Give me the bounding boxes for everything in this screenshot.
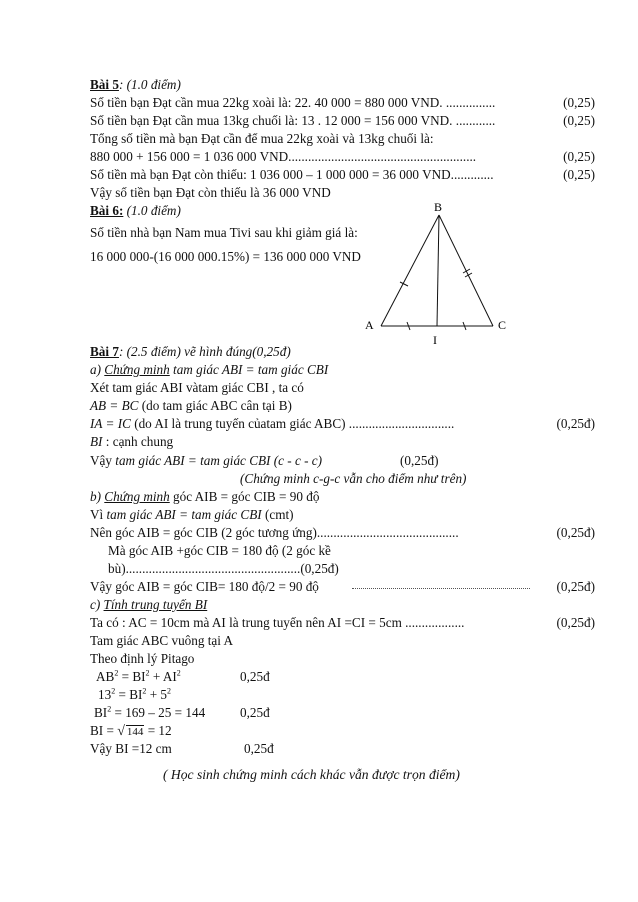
bai6-points: (1.0 điểm) (123, 203, 181, 218)
bai7-c-line-1 (90, 614, 595, 632)
bai7-c-line-3: Theo định lý Pitago (90, 651, 195, 666)
bai5-line-5 (90, 166, 595, 184)
bai7-a-prefix: a) (90, 362, 105, 377)
bai7-b-line-5 (90, 578, 595, 596)
bai7-a-rest: tam giác ABI = tam giác CBI (169, 362, 329, 377)
c7-prefix: BI = (90, 723, 118, 738)
footer-note: ( Học sinh chứng minh cách khác vẫn được trọn điểm) (163, 767, 460, 782)
c5-5: + 5 (146, 687, 168, 702)
c4-sup-3: 2 (176, 668, 181, 678)
bai7-b-underlined: Chứng minh (104, 489, 170, 504)
sqrt-symbol: √ (117, 724, 125, 739)
c6-sup: 2 (107, 704, 112, 714)
bai7-title: Bài 7 (90, 344, 119, 359)
bai7-b-line-5-score: (0,25đ) (556, 579, 595, 594)
label-a: A (365, 318, 374, 332)
bai7-a-line-2-math: AB = BC (90, 398, 139, 413)
bai5-line-6: Vậy số tiền bạn Đạt còn thiếu là 36 000 VND (90, 185, 331, 200)
bai7-b-line-2-score: (0,25đ) (556, 525, 595, 540)
c4-ab: AB (96, 669, 115, 684)
bai5-line-2-score: (0,25) (563, 113, 595, 128)
c6-bi: BI (94, 705, 108, 720)
bai7-a-line-5-math: tam giác ABI = tam giác CBI (c - c - c) (115, 453, 323, 468)
bai7-b-line-2 (90, 524, 595, 542)
segment-bc (439, 215, 493, 326)
bai7-b-heading (90, 488, 319, 506)
bai5-points: : (1.0 điểm) (118, 77, 181, 92)
bai7-a-line-3-score: (0,25đ) (556, 416, 595, 431)
c6-calc: = 169 – 25 = 144 (111, 705, 206, 720)
segment-bi (437, 215, 439, 326)
bai7-c-line-1-text: Ta có : AC = 10cm mà AI là trung tuyến nên AI =CI = 5cm .................. (90, 615, 465, 630)
bai7-b-rest: góc AIB = góc CIB = 90 độ (169, 489, 320, 504)
bai7-c-line-2: Tam giác ABC vuông tại A (90, 633, 234, 648)
bai7-c-line-7 (90, 722, 172, 741)
triangle-figure (360, 198, 520, 348)
c8-score: 0,25đ (244, 741, 274, 756)
bai5-line-4-text: 880 000 + 156 000 = 1 036 000 VND......................................................... (90, 149, 477, 164)
c4-bi: = BI (118, 669, 146, 684)
bai5-line-4 (90, 148, 595, 166)
bai5-line-2 (90, 112, 595, 130)
bai7-a-line-4-math: BI (90, 434, 103, 449)
bai7-c-line-5 (98, 686, 171, 704)
c5-sup-1: 2 (111, 686, 116, 696)
c4-score: 0,25đ (240, 669, 270, 684)
c7-root: 144 (126, 726, 144, 738)
bai7-b-line-1-math: tam giác ABI = tam giác CBI (106, 507, 262, 522)
bai5-line-3: Tổng số tiền mà bạn Đạt cần để mua 22kg xoài và 13kg chuối là: (90, 131, 434, 146)
bai5-line-2-text: Số tiền bạn Đạt cần mua 13kg chuối là: 13 . 12 000 = 156 000 VND. ............ (90, 113, 496, 128)
bai7-a-note: (Chứng minh c-g-c vẫn cho điểm như trên) (240, 471, 467, 486)
bai5-line-4-score: (0,25) (563, 149, 595, 164)
c5-13: 13 (98, 687, 112, 702)
bai7-c-line-4 (96, 668, 270, 686)
c4-sup-2: 2 (145, 668, 150, 678)
bai7-a-line-2-text: (do tam giác ABC cân tại B) (138, 398, 292, 413)
bai7-a-line-2 (90, 397, 292, 415)
bai7-points: : (2.5 điểm) vẽ hình đúng(0,25đ) (118, 344, 291, 359)
bai7-c-line-6 (94, 704, 270, 722)
bai7-a-line-3-text: (do AI là trung tuyến củatam giác ABC) ................................ (130, 416, 455, 431)
bai7-a-line-4 (90, 433, 173, 451)
dot-leader (352, 588, 530, 589)
bai7-a-line-5-prefix: Vậy (90, 453, 116, 468)
c7-result: = 12 (144, 723, 172, 738)
bai7-c-line-1-score: (0,25đ) (556, 615, 595, 630)
bai7-a-line-5-score: (0,25đ) (400, 453, 439, 468)
bai6-heading (90, 202, 181, 220)
bai7-b-line-3: Mà góc AIB +góc CIB = 180 độ (2 góc kề (108, 543, 331, 558)
c4-sup-1: 2 (114, 668, 119, 678)
bai6-line-1: Số tiền nhà bạn Nam mua Tivi sau khi giảm giá là: (90, 225, 358, 240)
bai6-title: Bài 6: (90, 203, 124, 218)
bai7-a-line-3-math: IA = IC (90, 416, 131, 431)
bai7-a-line-1: Xét tam giác ABI vàtam giác CBI , ta có (90, 380, 304, 395)
label-b: B (434, 200, 443, 214)
bai7-c-prefix: c) (90, 597, 104, 612)
bai7-a-heading (90, 361, 328, 379)
segment-ab (381, 215, 439, 326)
c5-sup-3: 2 (167, 686, 172, 696)
bai7-b-prefix: b) (90, 489, 105, 504)
bai7-c-line-8 (90, 740, 274, 758)
bai7-heading (90, 343, 291, 361)
bai7-b-line-5-text: Vậy góc AIB = góc CIB= 180 độ/2 = 90 độ (90, 579, 319, 594)
bai5-line-5-score: (0,25) (563, 167, 595, 182)
c4-ai: + AI (149, 669, 177, 684)
bai7-c-heading (90, 596, 207, 614)
c5-sup-2: 2 (142, 686, 147, 696)
bai5-line-5-text: Số tiền mà bạn Đạt còn thiếu: 1 036 000 – 1 000 000 = 36 000 VND............. (90, 167, 494, 182)
bai7-b-line-2-text: Nên góc AIB = góc CIB (2 góc tương ứng)........................................... (90, 525, 459, 540)
bai7-b-line-1-text: (cmt) (261, 507, 294, 522)
c5-bi: = BI (115, 687, 143, 702)
label-c: C (498, 318, 507, 332)
bai5-heading (90, 76, 181, 94)
bai7-b-line-1 (90, 506, 294, 524)
c6-score: 0,25đ (240, 705, 270, 720)
bai7-a-line-4-text: : cạnh chung (102, 434, 174, 449)
c8-text: Vậy BI =12 cm (90, 741, 172, 756)
bai7-a-line-3 (90, 415, 595, 433)
label-i: I (433, 333, 437, 347)
bai5-line-1 (90, 94, 595, 112)
bai7-a-underlined: Chứng minh (104, 362, 170, 377)
bai7-c-underlined: Tính trung tuyến BI (103, 597, 208, 612)
bai5-title: Bài 5 (90, 77, 119, 92)
bai5-line-1-text: Số tiền bạn Đạt cần mua 22kg xoài là: 22. 40 000 = 880 000 VND. ............... (90, 95, 496, 110)
bai7-b-line-4: bù).....................................................(0,25đ) (108, 561, 339, 576)
bai5-line-1-score: (0,25) (563, 95, 595, 110)
bai6-line-2: 16 000 000-(16 000 000.15%) = 136 000 000 VND (90, 249, 361, 264)
bai7-b-line-1-prefix: Vì (90, 507, 107, 522)
bai7-a-line-5 (90, 452, 439, 470)
